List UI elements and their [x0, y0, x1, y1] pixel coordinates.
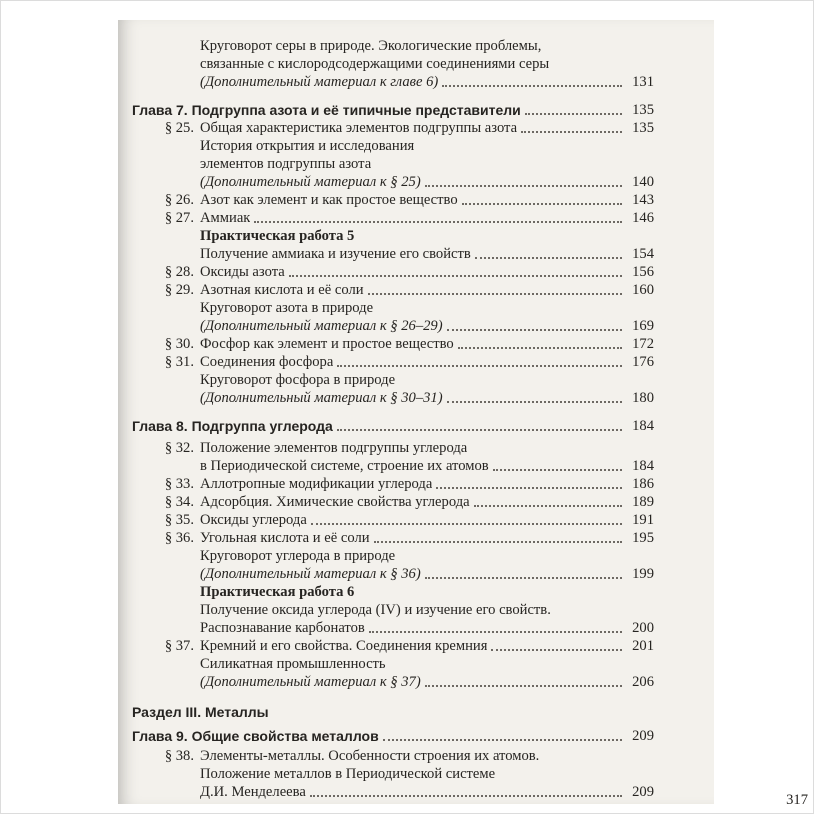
toc-line [200, 619, 654, 637]
toc-paragraph [164, 119, 654, 137]
entry-page-number: 169 [632, 318, 654, 334]
toc-paragraph [164, 439, 654, 457]
toc-line [200, 371, 654, 389]
toc-line [200, 37, 654, 55]
entry-page-number: 160 [632, 282, 654, 298]
toc-paragraph [164, 263, 654, 281]
paragraph-number: § 26. [164, 192, 194, 208]
toc-line [200, 73, 654, 91]
dot-leader [447, 329, 622, 331]
toc-line [200, 601, 654, 619]
toc-line [200, 55, 654, 73]
entry-title: Круговорот фосфора в природе [200, 372, 396, 388]
entry-page-number: 140 [632, 174, 654, 190]
book-page [118, 20, 808, 808]
entry-title: Практическая работа 6 [200, 584, 355, 600]
paragraph-number: § 31. [164, 354, 194, 370]
entry-title: Фосфор как элемент и простое вещество [200, 336, 454, 352]
entry-page-number: 131 [632, 74, 654, 90]
entry-page-number: 135 [632, 102, 654, 118]
entry-title: Практическая работа 5 [200, 228, 355, 244]
entry-title: (Дополнительный материал к главе 6) [200, 74, 439, 90]
entry-title: Аллотропные модификации углерода [200, 476, 433, 492]
toc-practical-heading [200, 227, 654, 245]
dot-leader [310, 795, 622, 797]
entry-title: (Дополнительный материал к § 37) [200, 674, 421, 690]
dot-leader [374, 541, 622, 543]
paragraph-number: § 30. [164, 336, 194, 352]
toc-paragraph [164, 637, 654, 655]
toc-practical-heading [200, 583, 654, 601]
entry-title: История открытия и исследования [200, 138, 415, 154]
entry-page-number: 184 [632, 458, 654, 474]
entry-title: (Дополнительный материал к § 36) [200, 566, 421, 582]
paragraph-number: § 37. [164, 638, 194, 654]
toc-line [200, 673, 654, 691]
toc-line [200, 547, 654, 565]
entry-page-number: 135 [632, 120, 654, 136]
entry-page-number: 191 [632, 512, 654, 528]
entry-page-number: 206 [632, 674, 654, 690]
entry-title: Круговорот углерода в природе [200, 548, 396, 564]
entry-page-number: 199 [632, 566, 654, 582]
dot-leader [383, 739, 622, 741]
paragraph-number: § 28. [164, 264, 194, 280]
entry-title: Глава 7. Подгруппа азота и её типичные представители [132, 102, 521, 118]
paragraph-number: § 38. [164, 748, 194, 764]
dot-leader [337, 429, 622, 431]
entry-page-number: 209 [632, 728, 654, 744]
dot-leader [491, 649, 622, 651]
dot-leader [474, 505, 622, 507]
dot-leader [475, 257, 622, 259]
dot-leader [368, 293, 622, 295]
entry-title: в Периодической системе, строение их атомов [200, 458, 489, 474]
toc-paragraph [164, 529, 654, 547]
entry-title: (Дополнительный материал к § 30–31) [200, 390, 443, 406]
toc-chapter [132, 101, 654, 119]
dot-leader [425, 685, 622, 687]
toc-chapter [132, 727, 654, 745]
toc-line [200, 457, 654, 475]
toc-line [200, 317, 654, 335]
entry-title: Кремний и его свойства. Соединения кремния [200, 638, 488, 654]
dot-leader [254, 221, 622, 223]
dot-leader [462, 203, 622, 205]
dot-leader [289, 275, 622, 277]
toc-line [200, 137, 654, 155]
dot-leader [493, 469, 622, 471]
entry-page-number: 172 [632, 336, 654, 352]
entry-title: Азот как элемент и как простое вещество [200, 192, 458, 208]
entry-title: Глава 8. Подгруппа углерода [132, 418, 333, 434]
page-number: 317 [786, 792, 808, 808]
entry-title: связанные с кислородсодержащими соединениями серы [200, 56, 550, 72]
toc-line [200, 155, 654, 173]
entry-title: Положение элементов подгруппы углерода [200, 440, 468, 456]
entry-page-number: 195 [632, 530, 654, 546]
entry-page-number: 201 [632, 638, 654, 654]
toc-line [200, 655, 654, 673]
toc-paragraph [164, 353, 654, 371]
dot-leader [425, 577, 622, 579]
entry-title: Адсорбция. Химические свойства углерода [200, 494, 470, 510]
toc-line [200, 765, 654, 783]
toc-line [200, 173, 654, 191]
entry-title: (Дополнительный материал к § 25) [200, 174, 421, 190]
paragraph-number: § 36. [164, 530, 194, 546]
entry-page-number: 156 [632, 264, 654, 280]
entry-page-number: 186 [632, 476, 654, 492]
toc-paragraph [164, 493, 654, 511]
entry-title: Получение аммиака и изучение его свойств [200, 246, 471, 262]
dot-leader [425, 185, 622, 187]
entry-page-number: 154 [632, 246, 654, 262]
dot-leader [311, 523, 622, 525]
entry-title: Оксиды углерода [200, 512, 307, 528]
toc-paragraph [164, 209, 654, 227]
entry-title: Распознавание карбонатов [200, 620, 365, 636]
toc-line [200, 783, 654, 801]
dot-leader [442, 85, 622, 87]
entry-title: Соединения фосфора [200, 354, 334, 370]
entry-page-number: 146 [632, 210, 654, 226]
toc-chapter [132, 417, 654, 435]
entry-title: Общая характеристика элементов подгруппы азота [200, 120, 518, 136]
toc-paragraph [164, 747, 654, 765]
dot-leader [436, 487, 622, 489]
paragraph-number: § 35. [164, 512, 194, 528]
paragraph-number: § 33. [164, 476, 194, 492]
entry-page-number: 176 [632, 354, 654, 370]
toc-paragraph [164, 335, 654, 353]
dot-leader [521, 131, 622, 133]
entry-page-number: 200 [632, 620, 654, 636]
entry-title: Д.И. Менделеева [200, 784, 306, 800]
entry-page-number: 180 [632, 390, 654, 406]
dot-leader [337, 365, 622, 367]
toc-line [200, 245, 654, 263]
entry-page-number: 209 [632, 784, 654, 800]
toc-paragraph [164, 281, 654, 299]
entry-page-number: 143 [632, 192, 654, 208]
paragraph-number: § 32. [164, 440, 194, 456]
toc-line [200, 389, 654, 407]
entry-title: Круговорот азота в природе [200, 300, 374, 316]
entry-title: Угольная кислота и её соли [200, 530, 370, 546]
toc-paragraph [164, 191, 654, 209]
entry-title: Аммиак [200, 210, 251, 226]
dot-leader [447, 401, 622, 403]
dot-leader [458, 347, 622, 349]
entry-title: (Дополнительный материал к § 26–29) [200, 318, 443, 334]
entry-title: Круговорот серы в природе. Экологические проблемы, [200, 38, 542, 54]
dot-leader [525, 113, 622, 115]
entry-title: элементов подгруппы азота [200, 156, 372, 172]
entry-title: Элементы-металлы. Особенности строения их атомов. [200, 748, 540, 764]
paragraph-number: § 25. [164, 120, 194, 136]
entry-page-number: 189 [632, 494, 654, 510]
entry-title: Получение оксида углерода (IV) и изучение его свойств. [200, 602, 551, 618]
entry-title: Положение металлов в Периодической системе [200, 766, 496, 782]
entry-title: Азотная кислота и её соли [200, 282, 364, 298]
entry-page-number: 184 [632, 418, 654, 434]
paragraph-number: § 27. [164, 210, 194, 226]
paragraph-number: § 34. [164, 494, 194, 510]
entry-title: Силикатная промышленность [200, 656, 386, 672]
entry-title: Глава 9. Общие свойства металлов [132, 728, 379, 744]
toc-line [200, 565, 654, 583]
toc-section [132, 703, 654, 721]
toc-line [200, 299, 654, 317]
toc-paragraph [164, 475, 654, 493]
dot-leader [369, 631, 622, 633]
toc-paragraph [164, 511, 654, 529]
entry-title: Оксиды азота [200, 264, 285, 280]
entry-title: Раздел III. Металлы [132, 704, 269, 720]
paragraph-number: § 29. [164, 282, 194, 298]
